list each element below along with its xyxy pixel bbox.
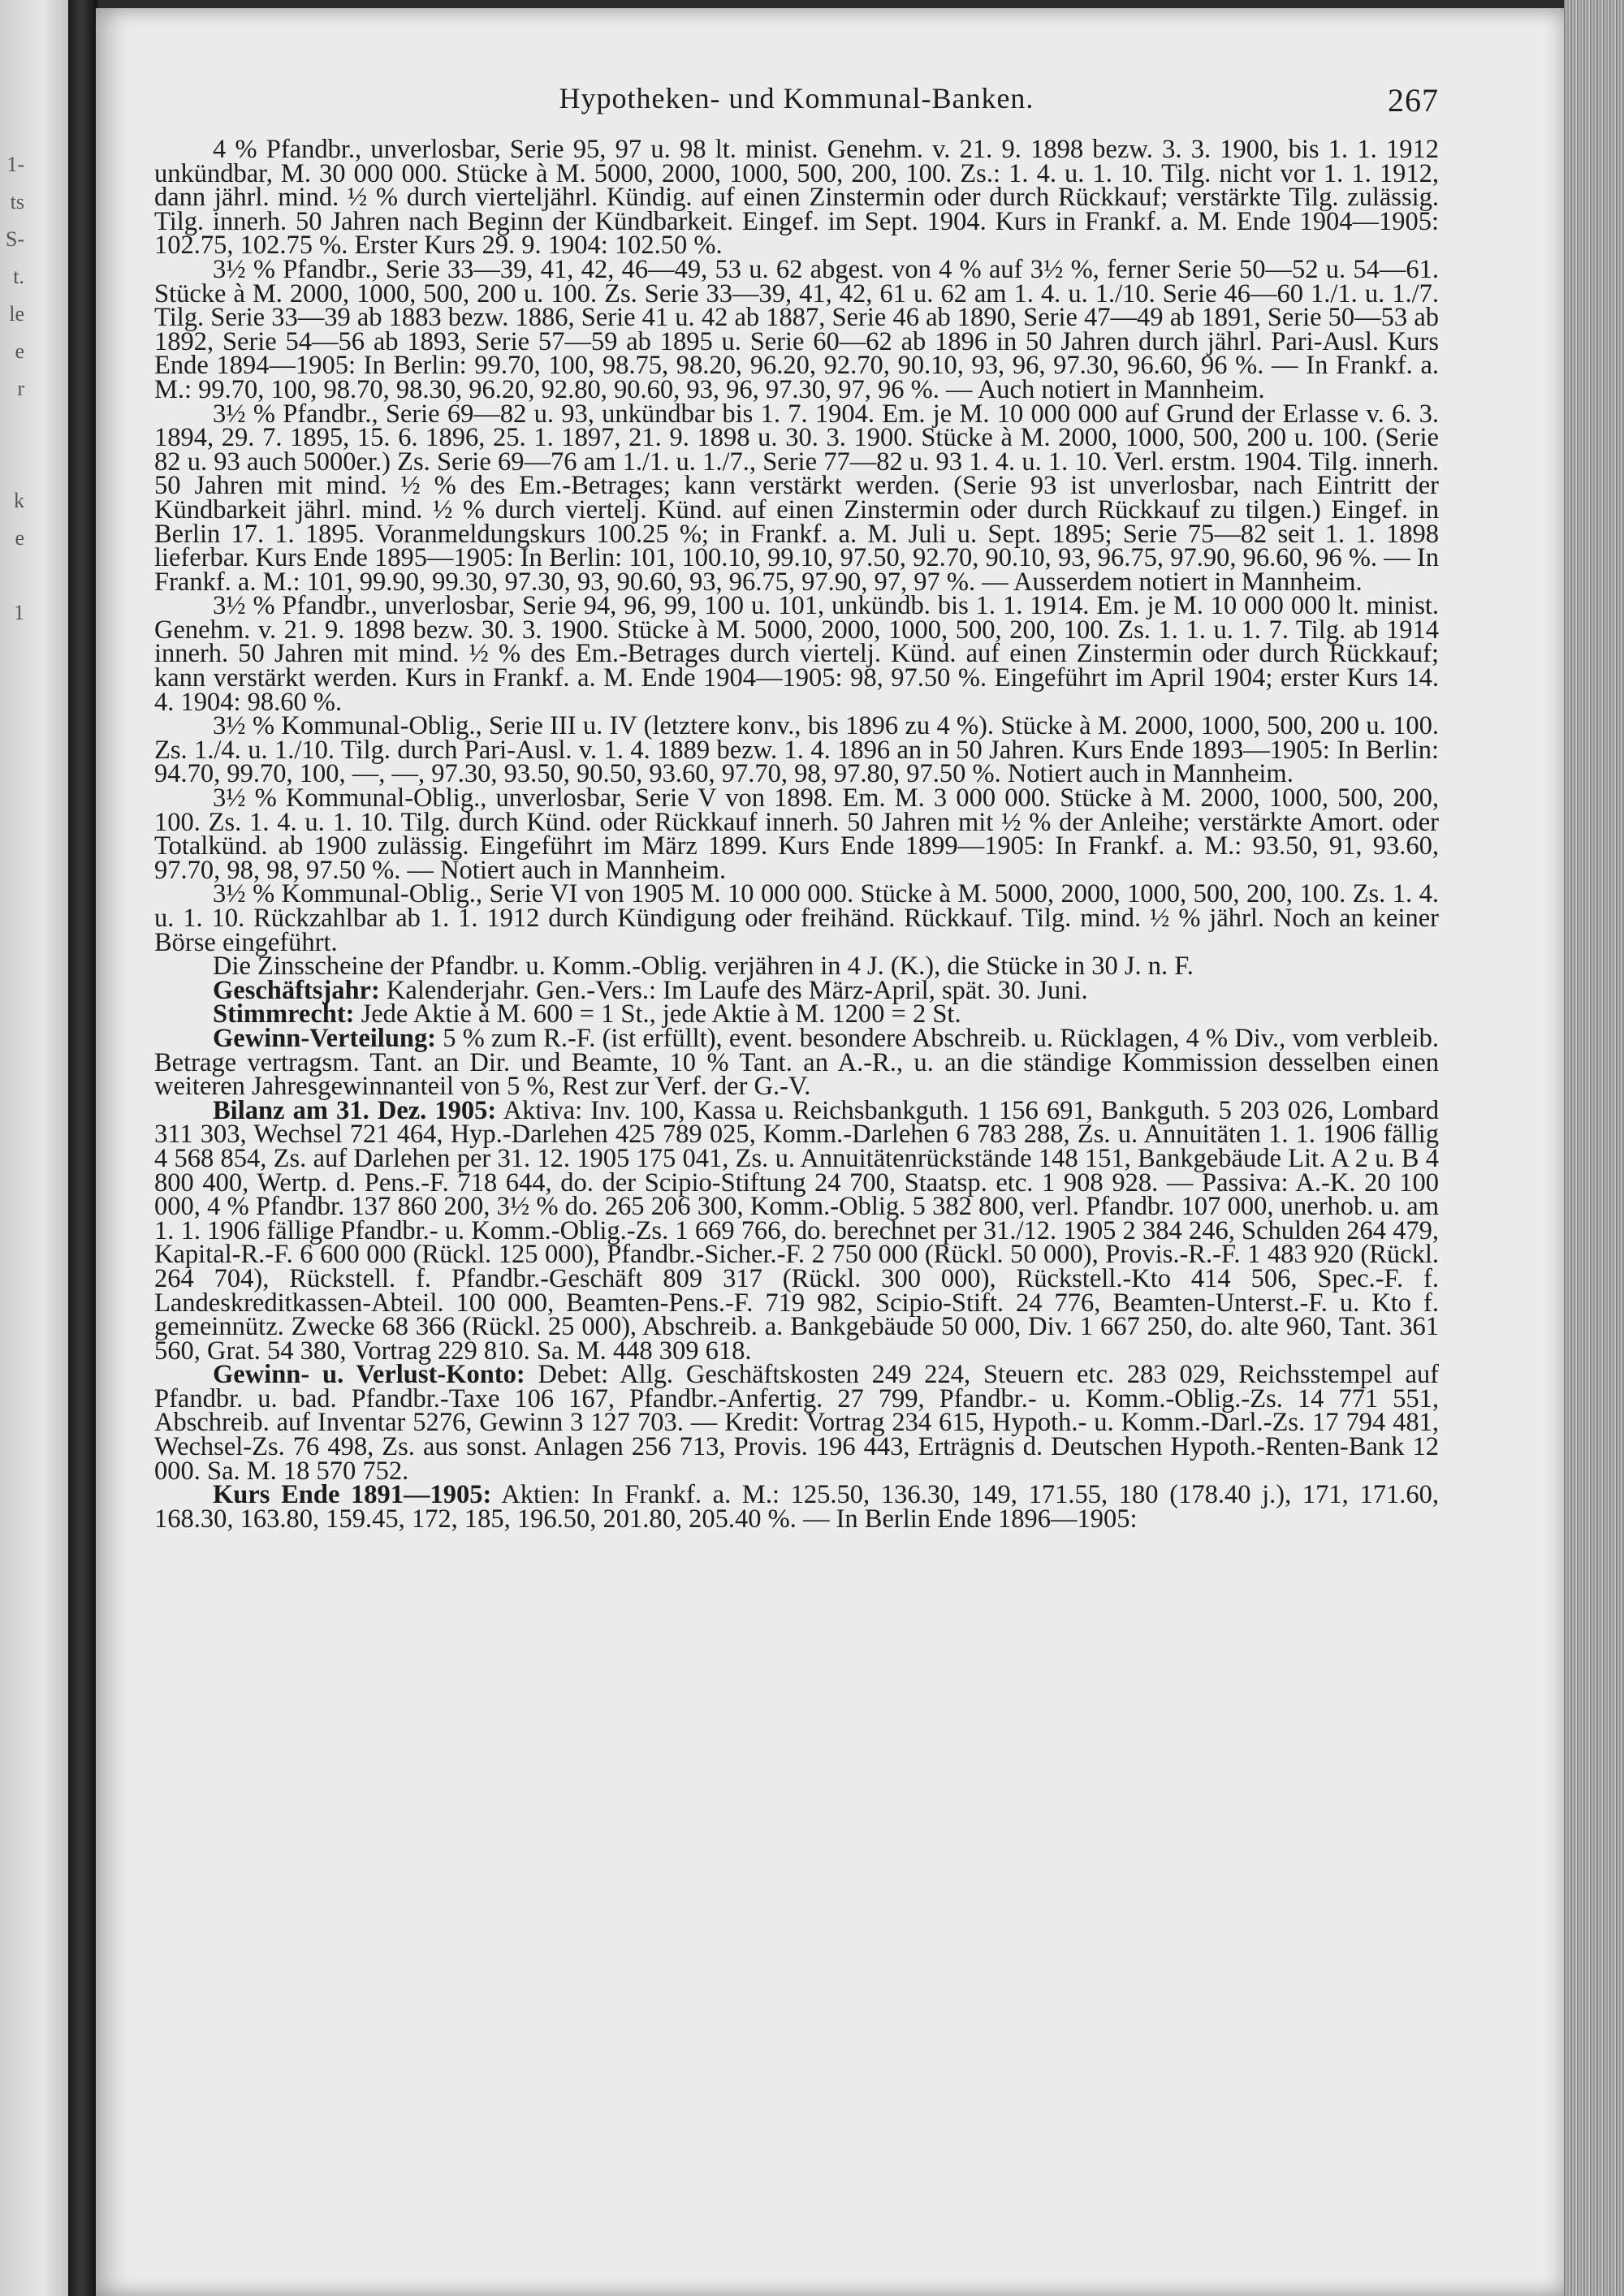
paragraph xyxy=(154,591,1439,717)
paragraph xyxy=(154,254,1439,404)
paragraph-text: 3½ % Kommunal-Oblig., Serie III u. IV (letztere konv., bis 1896 zu 4 %). Stücke à M. 2000, 1000, 500, 200 u. 100. Zs. 1./4. u. 1./10. Tilg. durch Pari-Ausl. v. 1. 4. 1889 bezw. 1. 4. 1896 an in 50 Jahren. Kurs Ende 1893—1905: In Berlin: 94.70, 99.70, 100, —, —, 97.30, 93.50, 90.50, 93.60, 97.70, 98, 97.80, 97.50 %. Notiert auch in Mannheim. xyxy=(154,711,1439,789)
page-number: 267 xyxy=(1388,82,1439,119)
paragraph-text: 3½ % Pfandbr., Serie 33—39, 41, 42, 46—49, 53 u. 62 abgest. von 4 % auf 3½ %, ferner Serie 50—52 u. 54—61. Stücke à M. 2000, 1000, 500, 200 u. 100. Zs. Serie 33—39, 41, 42, 61 u. 62 am 1. 4. u. 1./10. Serie 46—60 1./1. u. 1./7. Tilg. Serie 33—39 ab 1883 bezw. 1886, Serie 41 u. 42 ab 1887, Serie 46 ab 1890, Serie 47—49 ab 1891, Serie 50—53 ab 1892, Serie 54—56 ab 1893, Serie 57—59 ab 1895 u. Serie 60—62 ab 1896 in 50 Jahren durch jährl. Pari-Ausl. Kurs Ende 1894—1905: In Berlin: 99.70, 100, 98.75, 98.20, 96.20, 92.70, 90.10, 93, 96, 97.30, 96.60, 96 %. — In Frankf. a. M.: 99.70, 100, 98.70, 98.30, 96.20, 92.80, 90.60, 93, 96, 97.30, 97, 96 %. — Auch notiert in Mannheim. xyxy=(154,254,1439,404)
page-body xyxy=(154,135,1440,1534)
paragraph-text: Aktien: In Frankf. a. M.: 125.50, 136.30, 149, 171.55, 180 (178.40 j.), 171, 171.60, 168.30, 163.80, 159.45, 172, 185, 196.50, 201.80, 205.40 %. — In Berlin Ende 1896—1905: xyxy=(154,1480,1439,1534)
paragraph-text: 3½ % Kommunal-Oblig., unverlosbar, Serie V von 1898. Em. M. 3 000 000. Stücke à M. 2000, 1000, 500, 200, 100. Zs. 1. 4. u. 1. 10. Tilg. durch Künd. oder Rückkauf innerh. 50 Jahren mit ½ % der Anleihe; verstärkte Amort. oder Totalkünd. ab 1900 zulässig. Eingeführt im März 1899. Kurs Ende 1899—1905: In Frankf. a. M.: 93.50, 91, 93.60, 97.70, 98, 98, 97.50 %. — Notiert auch in Mannheim. xyxy=(154,783,1439,885)
running-title: Hypotheken- und Kommunal-Banken. xyxy=(559,82,1034,114)
paragraph-text: 3½ % Pfandbr., unverlosbar, Serie 94, 96, 99, 100 u. 101, unkündb. bis 1. 1. 1914. Em. je M. 10 000 000 lt. minist. Genehm. v. 21. 9. 1898 bezw. 30. 3. 1900. Stücke à M. 5000, 2000, 1000, 500, 200, 100. Zs. 1. 1. u. 1. 7. Tilg. ab 1914 innerh. 50 Jahren mit mind. ½ % des Em.-Betrages durch viertelj. Künd. auf einen Zinstermin oder durch Rückkauf; kann verstärkt werden. Kurs in Frankf. a. M. Ende 1904—1905: 98, 97.50 %. Eingeführt im April 1904; erster Kurs 14. 4. 1904: 98.60 %. xyxy=(154,591,1439,717)
paragraph-text: 4 % Pfandbr., unverlosbar, Serie 95, 97 u. 98 lt. minist. Genehm. v. 21. 9. 1898 bezw. 3. 3. 1900, bis 1. 1. 1912 unkündbar, M. 30 000 000. Stücke à M. 5000, 2000, 1000, 500, 200, 100. Zs.: 1. 4. u. 1. 10. Tilg. nicht vor 1. 1. 1912, dann jährl. mind. ½ % durch vierteljährl. Kündig. auf einen Zinstermin oder durch Rückkauf; verstärkte Tilg. zulässig. Tilg. innerh. 50 Jahren nach Beginn der Kündbarkeit. Eingef. im Sept. 1904. Kurs in Frankf. a. M. Ende 1904—1905: 102.75, 102.75 %. Erster Kurs 29. 9. 1904: 102.50 %. xyxy=(154,135,1439,261)
paragraph-lead: Bilanz am 31. Dez. 1905: xyxy=(213,1095,497,1125)
left-page-margin-text: 1- ts S- t. le e r k e 1 xyxy=(5,153,24,624)
running-header xyxy=(154,81,1439,119)
page-stack-edge xyxy=(1564,0,1624,2296)
paragraph-text: Die Zinsscheine der Pfandbr. u. Komm.-Oblig. verjähren in 4 J. (K.), die Stücke in 30 J. n. F. xyxy=(213,952,1194,982)
paragraph-text: Kalenderjahr. Gen.-Vers.: Im Laufe des März-April, spät. 30. Juni. xyxy=(379,975,1088,1005)
paragraph xyxy=(154,399,1439,597)
book-gutter xyxy=(68,0,97,2296)
paragraph xyxy=(154,135,1439,261)
paragraph-lead: Gewinn- u. Verlust-Konto: xyxy=(213,1360,525,1390)
paragraph xyxy=(154,1023,1439,1102)
paragraph xyxy=(154,879,1439,957)
paragraph-lead: Gewinn-Verteilung: xyxy=(213,1023,437,1053)
paragraph-text: 3½ % Kommunal-Oblig., Serie VI von 1905 M. 10 000 000. Stücke à M. 5000, 2000, 1000, 500, 200, 100. Zs. 1. 4. u. 1. 10. Rückzahlbar ab 1. 1. 1912 durch Kündigung oder freihänd. Rückkauf. Tilg. mind. ½ % jährl. Noch an keiner Börse eingeführt. xyxy=(154,879,1439,957)
paragraph xyxy=(154,711,1439,789)
paragraph-text: 5 % zum R.-F. (ist erfüllt), event. besondere Abschreib. u. Rücklagen, 4 % Div., vom verbleib. Betrage vertragsm. Tant. an Dir. und Beamte, 10 % Tant. an A.-R., u. an die ständige Kommission desselben einen weiteren Jahresgewinnanteil von 5 %, Rest zur Verf. der G.-V. xyxy=(154,1023,1439,1102)
paragraph-text: Jede Aktie à M. 600 = 1 St., jede Aktie à M. 1200 = 2 St. xyxy=(354,999,961,1029)
paragraph xyxy=(154,1095,1440,1366)
left-facing-page-edge xyxy=(0,0,71,2296)
paragraph-text: Debet: Allg. Geschäftskosten 249 224, Steuern etc. 283 029, Reichsstempel auf Pfandbr. u. bad. Pfandbr.-Taxe 106 167, Pfandbr.-Anfertig. 27 799, Pfandbr.- u. Komm.-Oblig.-Zs. 14 771 551, Abschreib. auf Inventar 5276, Gewinn 3 127 703. — Kredit: Vortrag 234 615, Hypoth.- u. Komm.-Darl.-Zs. 17 794 481, Wechsel-Zs. 76 498, Zs. aus sonst. Anlagen 256 713, Provis. 196 443, Erträgnis d. Deutschen Hypoth.-Renten-Bank 12 000. Sa. M. 18 570 752. xyxy=(154,1360,1439,1486)
paragraph xyxy=(154,783,1439,885)
paragraph-text: Aktiva: Inv. 100, Kassa u. Reichsbankguth. 1 156 691, Bankguth. 5 203 026, Lombard 311 303, Wechsel 721 464, Hyp.-Darlehen 425 789 025, Komm.-Darlehen 6 783 288, Zs. u. Annuitäten 1. 1. 1906 fällig 4 568 854, Zs. auf Darlehen per 31. 12. 1905 175 041, Zs. u. Annuitätenrückstände 148 151, Bankgebäude Lit. A 2 u. B 4 800 400, Wertp. d. Pens.-F. 718 644, do. der Scipio-Stiftung 24 700, Staatsp. etc. 1 908 928. — Passiva: A.-K. 20 100 000, 4 % Pfandbr. 137 860 200, 3½ % do. 265 206 300, Komm.-Oblig. 5 382 800, verl. Pfandbr. 107 000, unerhob. u. am 1. 1. 1906 fällige Pfandbr.- u. Komm.-Oblig.-Zs. 1 669 766, do. berechnet per 31./12. 1905 2 384 246, Schulden 264 479, Kapital-R.-F. 6 600 000 (Rückl. 125 000), Pfandbr.-Sicher.-F. 2 750 000 (Rückl. 50 000), Provis.-R.-F. 1 483 920 (Rückl. 264 704), Rückstell. f. Pfandbr.-Geschäft 809 317 (Rückl. 300 000), Rückstell.-Kto 414 506, Spec.-F. f. Landeskreditkassen-Abteil. 100 000, Beamten-Pens.-F. 719 982, Scipio-Stift. 24 776, Beamten-Unterst.-F. u. Kto f. gemeinnütz. Zwecke 68 366 (Rückl. 25 000), Abschreib. a. Bankgebäude 50 000, Div. 1 667 250, do. alte 960, Tant. 361 560, Grat. 54 380, Vortrag 229 810. Sa. M. 448 309 618. xyxy=(154,1095,1440,1366)
paragraph xyxy=(154,1480,1439,1534)
paragraph-lead: Kurs Ende 1891—1905: xyxy=(213,1480,492,1510)
paragraph-text: 3½ % Pfandbr., Serie 69—82 u. 93, unkündbar bis 1. 7. 1904. Em. je M. 10 000 000 auf Grund der Erlasse v. 6. 3. 1894, 29. 7. 1895, 15. 6. 1896, 25. 1. 1897, 21. 9. 1898 u. 30. 3. 1900. Stücke à M. 2000, 1000, 500, 200 u. 100. (Serie 82 u. 93 auch 5000er.) Zs. Serie 69—76 am 1./1. u. 1./7., Serie 77—82 u. 93 1. 4. u. 1. 10. Verl. erstm. 1904. Tilg. innerh. 50 Jahren mit mind. ½ % des Em.-Betrages; kann verstärkt werden. (Serie 93 ist unverlosbar, nach Eintritt der Kündbarkeit jährl. mind. ½ % durch viertelj. Künd. auf einen Zinstermin oder durch Rückkauf zu tilgen.) Eingef. in Berlin 17. 1. 1895. Voranmeldungskurs 100.25 %; in Frankf. a. M. Juli u. Sept. 1895; Serie 75—82 seit 1. 1. 1898 lieferbar. Kurs Ende 1895—1905: In Berlin: 101, 100.10, 99.10, 97.50, 92.70, 90.10, 93, 96.75, 97.90, 96.60, 96 %. — In Frankf. a. M.: 101, 99.90, 99.30, 97.30, 93, 90.60, 93, 96.75, 97.90, 97, 97 %. — Ausserdem notiert in Mannheim. xyxy=(154,399,1439,597)
paragraph-lead: Stimmrecht: xyxy=(213,999,355,1029)
paragraph xyxy=(154,1360,1439,1486)
paragraph-lead: Geschäftsjahr: xyxy=(213,975,380,1005)
